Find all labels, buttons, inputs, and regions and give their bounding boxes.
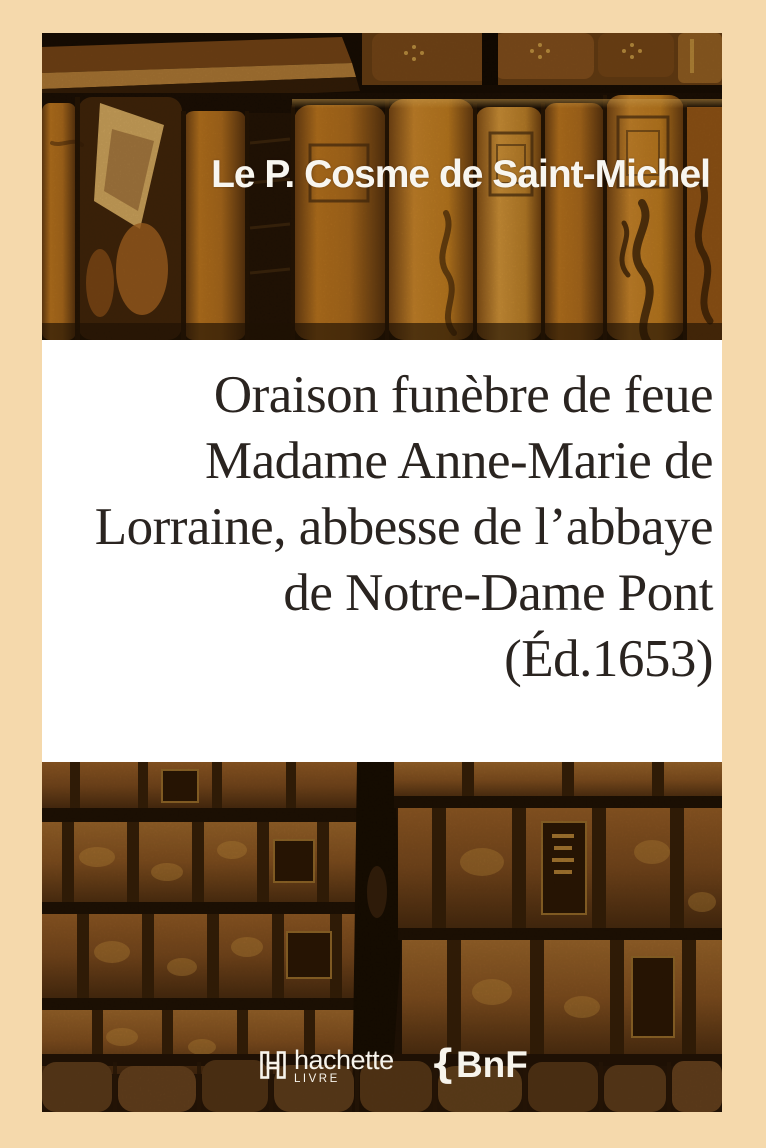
hachette-icon xyxy=(258,1050,288,1080)
publisher-logos xyxy=(258,1041,528,1088)
title-line-1: Oraison funèbre de feue xyxy=(213,366,713,424)
author-name: Le P. Cosme de Saint-Michel xyxy=(211,153,710,196)
title-line-4: de Notre-Dame Pont xyxy=(283,564,713,622)
title-band xyxy=(42,340,722,762)
hachette-livre-label: LIVRE xyxy=(294,1073,340,1085)
top-photo xyxy=(42,33,722,340)
title-line-2: Madame Anne-Marie de xyxy=(204,432,713,490)
bnf-logo xyxy=(429,1041,528,1088)
bottom-photo xyxy=(42,762,722,1112)
title-edition-line: (Éd.1653) xyxy=(504,630,713,688)
title-line-3: Lorraine, abbesse de l’abbaye xyxy=(94,498,713,556)
hachette-livre-logo xyxy=(258,1045,394,1086)
hachette-wordmark: hachette xyxy=(294,1045,394,1075)
bnf-brace-icon: { xyxy=(429,1041,456,1088)
book-title xyxy=(42,362,713,692)
bnf-wordmark: BnF xyxy=(455,1044,528,1085)
